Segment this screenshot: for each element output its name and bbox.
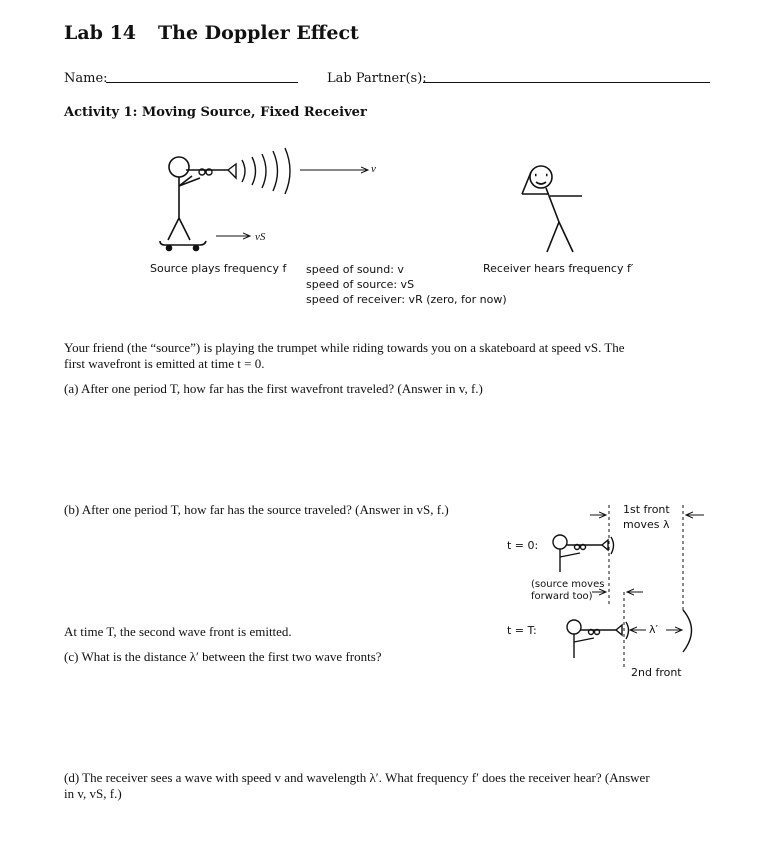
first-front-label-2: moves λ — [623, 518, 670, 531]
source-velocity-label: vS — [255, 231, 266, 243]
source-moves-label-1: (source moves — [531, 579, 605, 590]
lab-title: The Doppler Effect — [158, 22, 359, 44]
speed-receiver: speed of receiver: vR (zero, for now) — [306, 293, 507, 306]
question-b: (b) After one period T, how far has the source traveled? (Answer in vS, f.) — [64, 502, 449, 517]
receiver-caption: Receiver hears frequency f′ — [483, 262, 634, 275]
speed-sound: speed of sound: v — [306, 263, 404, 276]
partner-label: Lab Partner(s): — [327, 71, 427, 86]
second-front-label: 2nd front — [631, 666, 682, 679]
source-caption: Source plays frequency f — [150, 262, 287, 275]
intro-line-1: Your friend (the “source”) is playing the trumpet while riding towards you on a skateboard at speed vS. The — [64, 340, 625, 355]
source-figure-tT — [567, 610, 692, 658]
lab-number: Lab 14 — [64, 22, 137, 44]
question-c: (c) What is the distance λ′ between the first two wave fronts? — [64, 649, 382, 664]
activity-heading: Activity 1: Moving Source, Fixed Receiver — [64, 105, 367, 120]
question-d-line-2: in v, vS, f.) — [64, 786, 122, 801]
first-front-label-1: 1st front — [623, 503, 670, 516]
question-d — [64, 770, 724, 802]
speed-source: speed of source: vS — [306, 278, 415, 291]
question-a: (a) After one period T, how far has the first wavefront traveled? (Answer in v, f.) — [64, 381, 483, 396]
source-moves-label-2: forward too) — [531, 591, 593, 602]
lambda-prime-label: λ′ — [649, 623, 659, 636]
t0-label: t = 0: — [507, 539, 539, 552]
at-time-t-text: At time T, the second wave front is emitted. — [64, 624, 292, 639]
sound-velocity-label: v — [371, 163, 376, 175]
intro-line-2: first wavefront is emitted at time t = 0. — [64, 356, 265, 371]
source-figure-t0 — [553, 535, 614, 572]
tT-label: t = T: — [507, 624, 537, 637]
name-label: Name: — [64, 71, 108, 86]
question-d-line-1: (d) The receiver sees a wave with speed v and wavelength λ′. What frequency f′ does the receiver hear? (Answer — [64, 770, 650, 785]
